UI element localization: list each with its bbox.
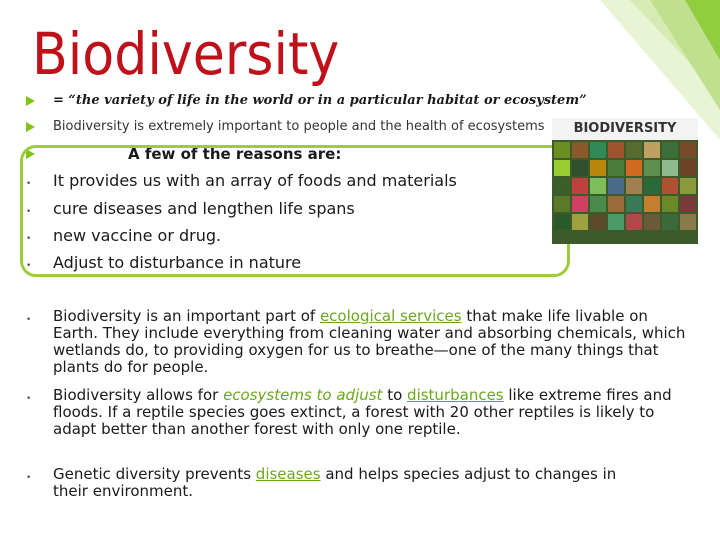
importance-row bbox=[26, 118, 626, 136]
slide-title: Biodiversity bbox=[32, 20, 340, 88]
collage-thumbnail bbox=[626, 142, 642, 158]
reason-text: cure diseases and lengthen life spans bbox=[53, 199, 355, 218]
collage-thumbnail bbox=[572, 214, 588, 230]
bullet-dot: • bbox=[26, 179, 32, 189]
collage-thumbnail bbox=[644, 178, 660, 194]
paragraph-disturbances bbox=[26, 387, 676, 438]
paragraph-ecological-services bbox=[26, 308, 696, 376]
collage-thumbnail bbox=[680, 160, 696, 176]
collage-thumbnail bbox=[680, 196, 696, 212]
collage-thumbnail bbox=[590, 160, 606, 176]
reason-text: It provides us with an array of foods and materials bbox=[53, 171, 457, 190]
collage-thumbnail bbox=[644, 214, 660, 230]
collage-thumbnail bbox=[554, 196, 570, 212]
collage-thumbnail bbox=[608, 178, 624, 194]
collage-thumbnail bbox=[626, 196, 642, 212]
paragraph-text-part: and helps species adjust to changes in their environment. bbox=[53, 465, 617, 500]
collage-thumbnail bbox=[662, 178, 678, 194]
importance-text: Biodiversity is extremely important to people and the health of ecosystems bbox=[53, 119, 545, 134]
collage-thumbnail bbox=[680, 142, 696, 158]
collage-thumbnail bbox=[572, 160, 588, 176]
collage-thumbnail bbox=[608, 142, 624, 158]
collage-thumbnail bbox=[662, 214, 678, 230]
reason-item bbox=[26, 172, 546, 192]
collage-thumbnail bbox=[554, 178, 570, 194]
collage-thumbnail bbox=[608, 160, 624, 176]
collage-thumbnail bbox=[590, 196, 606, 212]
paragraph-text-part: that make life livable on Earth. They include everything from cleaning water and absorbing chemicals, which wetlands do, to providing oxygen for us to breathe—one of the many things that plants do for people. bbox=[53, 307, 686, 376]
biodiversity-collage-image bbox=[552, 118, 698, 244]
paragraph-text bbox=[53, 308, 696, 376]
collage-thumbnail bbox=[644, 142, 660, 158]
bullet-dot: • bbox=[26, 261, 32, 271]
paragraph-text-part: to bbox=[382, 386, 408, 404]
collage-thumbnail bbox=[590, 142, 606, 158]
triangle-bullet-icon bbox=[26, 96, 35, 106]
paragraph-genetic-diversity bbox=[26, 466, 646, 500]
paragraph-text-part: Genetic diversity prevents bbox=[53, 465, 256, 483]
collage-thumbnail bbox=[572, 142, 588, 158]
definition-text: = “the variety of life in the world or in a particular habitat or ecosystem” bbox=[53, 93, 587, 108]
collage-thumbnail bbox=[554, 214, 570, 230]
disturbances-link[interactable]: disturbances bbox=[407, 386, 504, 404]
reasons-heading: A few of the reasons are: bbox=[128, 145, 342, 163]
bullet-dot: • bbox=[26, 473, 32, 483]
paragraph-text-part: like extreme fires and floods. If a reptile species goes extinct, a forest with 20 other reptiles is likely to adapt better than another forest with only one reptile. bbox=[53, 386, 672, 438]
collage-thumbnail bbox=[554, 142, 570, 158]
reason-item bbox=[26, 254, 546, 274]
reason-item bbox=[26, 200, 546, 220]
collage-thumbnail bbox=[626, 178, 642, 194]
collage-thumbnail bbox=[608, 214, 624, 230]
reason-text: Adjust to disturbance in nature bbox=[53, 253, 302, 272]
collage-thumbnail bbox=[644, 160, 660, 176]
bullet-dot: • bbox=[26, 234, 32, 244]
collage-thumbnail bbox=[644, 196, 660, 212]
collage-label: BIODIVERSITY bbox=[552, 118, 698, 140]
bullet-dot: • bbox=[26, 394, 32, 404]
paragraph-text-part: Biodiversity allows for bbox=[53, 386, 224, 404]
collage-thumbnail bbox=[680, 214, 696, 230]
diseases-link[interactable]: diseases bbox=[255, 465, 321, 483]
paragraph-text-part: Biodiversity is an important part of bbox=[53, 307, 320, 325]
paragraph-text bbox=[53, 387, 676, 438]
collage-thumbnail bbox=[572, 196, 588, 212]
reason-text: new vaccine or drug. bbox=[53, 226, 222, 245]
bullet-dot: • bbox=[26, 315, 32, 325]
triangle-bullet-icon bbox=[26, 122, 35, 132]
collage-thumbnail bbox=[626, 214, 642, 230]
paragraph-text bbox=[53, 466, 646, 500]
collage-thumbnail bbox=[554, 160, 570, 176]
ecological-services-link[interactable]: ecological services bbox=[319, 307, 462, 325]
collage-thumbnail bbox=[626, 160, 642, 176]
bullet-dot: • bbox=[26, 207, 32, 217]
collage-thumbnail bbox=[662, 196, 678, 212]
collage-thumbnail bbox=[608, 196, 624, 212]
collage-thumbnail bbox=[662, 160, 678, 176]
definition-row bbox=[26, 92, 646, 110]
collage-thumbnail bbox=[590, 214, 606, 230]
collage-thumbnail bbox=[590, 178, 606, 194]
collage-thumbnail bbox=[680, 178, 696, 194]
collage-thumbnails bbox=[554, 142, 696, 230]
collage-thumbnail bbox=[662, 142, 678, 158]
collage-thumbnail bbox=[572, 178, 588, 194]
reason-item bbox=[26, 227, 546, 247]
ecosystems-adjust-emphasis: ecosystems to adjust bbox=[223, 386, 383, 404]
